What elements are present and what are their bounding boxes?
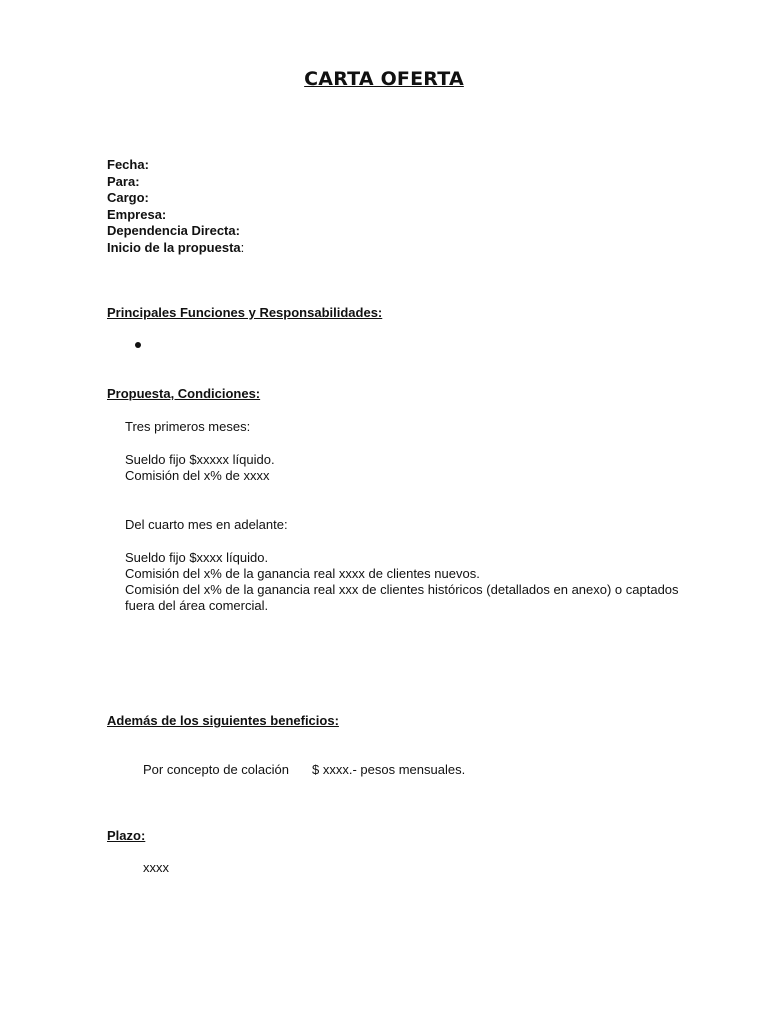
field-empresa [107,207,166,223]
field-label: Para: [107,174,140,189]
field-fecha [107,157,149,173]
first-period-line: Sueldo fijo $xxxxx líquido. [125,452,275,467]
proposal-heading: Propuesta, Condiciones: [107,386,261,401]
bullet-point [135,342,141,348]
field-dependencia-directa [107,223,240,239]
first-period-line: Comisión del x% de xxxx [125,468,270,483]
field-cargo [107,190,149,206]
field-label: Fecha: [107,157,149,172]
second-period-line: Comisión del x% de la ganancia real xxxx de clientes nuevos. [125,566,480,581]
field-label: Dependencia Directa: [107,223,240,238]
first-period-label: Tres primeros meses: [125,419,251,434]
field-inicio-propuesta [107,240,244,256]
second-period-wrapped-line: Comisión del x% de la ganancia real xxx de clientes históricos (detallados en anexo) o captados fuera del área comercial. [125,582,679,613]
field-label: Inicio de la propuesta [107,240,241,255]
document-title: CARTA OFERTA [304,68,464,90]
field-label: Empresa: [107,207,167,222]
benefits-heading: Además de los siguientes beneficios: [107,713,339,728]
term-heading: Plazo: [107,828,146,843]
field-label: Cargo: [107,190,149,205]
second-period-label: Del cuarto mes en adelante: [125,517,288,532]
second-period-line: Sueldo fijo $xxxx líquido. [125,550,269,565]
field-para [107,174,140,190]
field-suffix: : [240,240,245,255]
benefit-item-label: Por concepto de colación [143,762,289,777]
functions-heading: Principales Funciones y Responsabilidades: [107,305,383,320]
term-value: xxxx [143,860,169,875]
benefit-item-value: $ xxxx.- pesos mensuales. [312,762,466,777]
